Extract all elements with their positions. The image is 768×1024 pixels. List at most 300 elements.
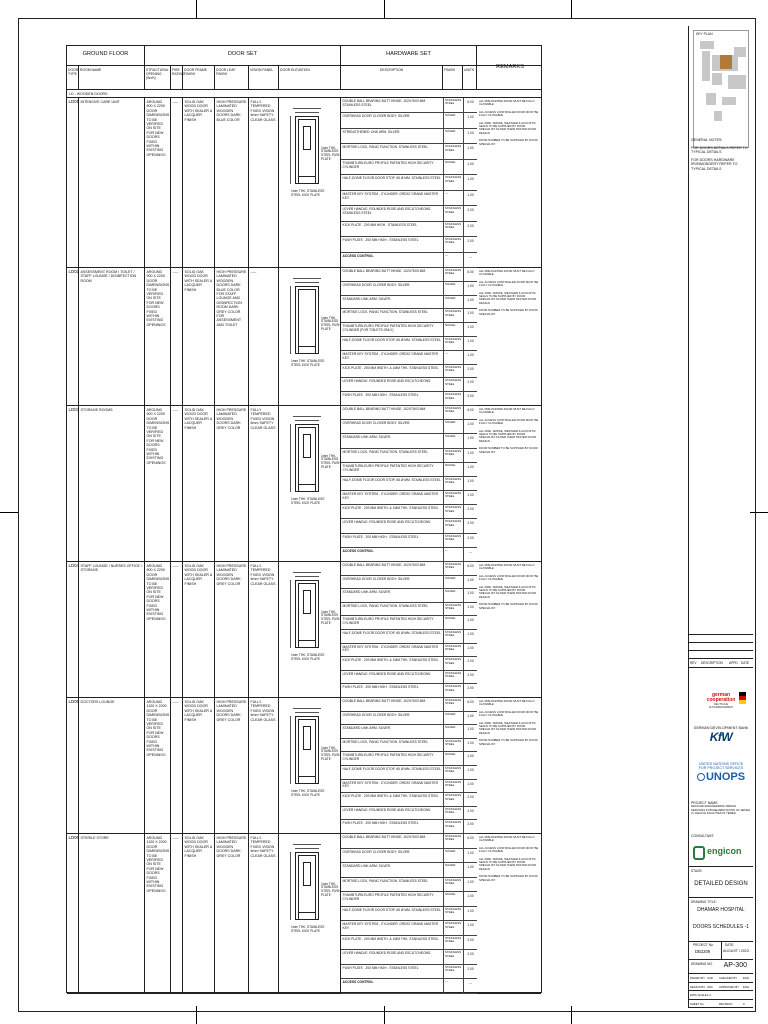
- leaf-finish: HIGH PRESSURE LAMINATED WOODEN DOORS DARK GREY COLOR: [215, 562, 249, 697]
- hardware-finish: SILVER: [443, 712, 463, 725]
- hardware-units: 1.00: [463, 420, 477, 433]
- hardware-item: [341, 921, 477, 936]
- hardware-item: [341, 351, 477, 365]
- hardware-description: DOUBLE BALL BEARING BUTT HINGE, 102X76X3 MM.: [342, 699, 427, 703]
- dimension-line: [293, 108, 321, 109]
- hardware-description: KICK PLATE . 200 MM WIDTH. & 1MM THK. STAINLESS STEEL: [342, 506, 439, 511]
- remark-text: ALL PRE-PAINTED DOOR MUST BE FULLY CLOSABLE: [479, 99, 535, 107]
- hardware-description: MORTISE LOCK, PANIC FUNCTION. STAINLESS STEEL: [342, 739, 429, 744]
- vision-panel: FULLY TEMPERED FIXED VISION 6mm SAFETY CLEAR GLASS: [249, 406, 279, 561]
- frame-finish: SOLID OAK WOOD DOOR WITH SEALER & LACQUER FINISH: [183, 698, 215, 833]
- hardware-item: [341, 793, 477, 807]
- dimension-line: [293, 416, 321, 417]
- dimension-line: [290, 424, 291, 492]
- kick-plate: [298, 912, 316, 913]
- push-plate-label: 1mm THK. STAINLESS STEEL PUSH PLATE: [321, 609, 341, 625]
- hardware-units: 1.00: [463, 576, 477, 589]
- dimension-line: [295, 848, 319, 849]
- dimension-line: [293, 278, 321, 279]
- hardware-description: ACCESS CONTROL: [342, 548, 374, 553]
- kick-plate-label: 1mm THK. STAINLESS STEEL KICK PLATE: [291, 653, 325, 661]
- hardware-units: 1.00: [463, 907, 477, 921]
- hardware-item: [341, 807, 477, 821]
- col-door-elevation: DOOR ELEVATION: [279, 66, 341, 90]
- hardware-description: OVERHEAD DOOR CLOSER BODY. SILVER.: [342, 421, 411, 426]
- dimension-line: [295, 712, 319, 713]
- hardware-finish: STAINLESS STEEL: [443, 519, 463, 532]
- hardware-finish: SILVER: [443, 113, 463, 127]
- hardware-units: 1.00: [463, 849, 477, 863]
- kfw-logo: GERMAN DEVELOPMENT BANK KfW: [693, 726, 749, 744]
- remark-text: ALL FIRE, SMOKE, WEATHER & ACOUSTIC SEALS TO BE SUPPLIED BY DOOR SPECIALIST AS PER THEIR TESTED DOOR DESIGN: [479, 584, 537, 599]
- hardware-finish: ---: [443, 548, 463, 561]
- fire-rating: -----: [171, 562, 183, 697]
- hardware-finish: NICKEL: [443, 752, 463, 765]
- col-opening: STRUCTURAL OPENING (WxH): [145, 66, 171, 90]
- hardware-finish: SILVER: [443, 282, 463, 295]
- crop-mark: [196, 0, 197, 18]
- hardware-units: 1.00: [463, 863, 477, 877]
- remark-text: ALL ACCESS CONTROLLED DOOR MUST BE FULLY CLOSABLE: [479, 573, 539, 582]
- signature-row: DRAWN BY CAD CHECKED BY ENG: [689, 974, 753, 983]
- dimension-line: [295, 112, 319, 113]
- door-leaf: [298, 289, 316, 354]
- kick-plate: [298, 640, 316, 641]
- hardware-finish: STAINLESS STEEL: [443, 698, 463, 711]
- room-name: STAFF LOUNGE / NURSES OFFICE / STORAGE: [79, 562, 145, 697]
- vision-panel-glass: [303, 590, 311, 614]
- hardware-description: HALF-DOME FLOOR DOOR STOP, 65 Ø MM. STAINLESS STEEL: [342, 907, 441, 912]
- title-block: [688, 26, 752, 1008]
- hardware-finish: STAINLESS STEEL: [443, 98, 463, 112]
- hardware-item: [341, 950, 477, 965]
- hardware-finish: STAINLESS STEEL: [443, 144, 463, 158]
- hardware-item: [341, 253, 477, 268]
- hardware-item: [341, 712, 477, 726]
- hardware-item: [341, 337, 477, 351]
- push-plate-label: 1mm THK. STAINLESS STEEL PUSH PLATE: [321, 145, 341, 161]
- leaf-finish: HIGH PRESSURE LAMINATED WOODEN DOORS DARK BLUE COLOR FOR STAFF LOUNGE AND DISINFECTION ROOM DARK GREY COLOR FOR ASSESSMENT AND TOILET: [215, 268, 249, 405]
- drawing-title-block: DRAWING TITLE: DHAMAR HOSPITAL DOORS SCHEDULES -1: [689, 898, 753, 942]
- hardware-units: ---: [463, 548, 477, 561]
- engicon-logo: engicon: [707, 846, 742, 856]
- hardware-units: 6.00: [463, 562, 477, 575]
- hardware-finish: STAINLESS STEEL: [443, 378, 463, 391]
- remark-text: ALL ACCESS CONTROLLED DOOR MUST BE FULLY CLOSABLE: [479, 709, 539, 718]
- hardware-item: [341, 834, 477, 849]
- hardware-units: 1.00: [463, 780, 477, 793]
- hardware-finish: SILVER: [443, 129, 463, 143]
- leaf-finish: HIGH PRESSURE LAMINATED WOODEN DOORS DARK GREY COLOR: [215, 834, 249, 993]
- hardware-units: 1.00: [463, 630, 477, 643]
- remark-text: DOOR NUMBER TO BE SUPPLIED BY DOOR SPECIALIST: [479, 138, 538, 146]
- hardware-units: 1.00: [463, 296, 477, 309]
- hardware-description: LEVER HANDLE. ROUNDED ROSE AND ESCUTCHEONS. STAINLESS STEEL: [342, 207, 432, 215]
- col-vision-panel: VISION PANEL: [249, 66, 279, 90]
- hardware-finish: STAINLESS STEEL: [443, 406, 463, 419]
- hardware-description: MORTISE LOCK, PANIC FUNCTION. STAINLESS STEEL: [342, 878, 429, 883]
- un-globe-icon: [697, 773, 705, 781]
- hardware-units: 1.00: [463, 603, 477, 616]
- hardware-finish: ---: [443, 253, 463, 267]
- hardware-description: HALF-DOME FLOOR DOOR STOP, 65 Ø MM. STAINLESS STEEL: [342, 767, 441, 771]
- hardware-finish: STAINLESS STEEL: [443, 950, 463, 964]
- hardware-finish: ---: [443, 191, 463, 205]
- remark-text: ALL PRE-PAINTED DOOR MUST BE FULLY CLOSABLE: [479, 407, 535, 415]
- col-door-type: DOOR TYPE: [67, 66, 79, 90]
- hardware-description: OVERHEAD DOOR CLOSER BODY. SILVER.: [342, 114, 411, 119]
- hardware-item: [341, 434, 477, 448]
- frame-finish: SOLID OAK WOOD DOOR WITH SEALER & LACQUER FINISH: [183, 268, 215, 405]
- hardware-units: 6.00: [463, 268, 477, 281]
- hardware-units: 1.00: [463, 337, 477, 350]
- schedule-row: [67, 562, 541, 698]
- engicon-logo-mark: [693, 846, 705, 860]
- hardware-description: DOUBLE BALL BEARING BUTT HINGE, 102X76X3 MM.: [342, 835, 427, 839]
- hardware-finish: STAINLESS STEEL: [443, 365, 463, 378]
- hardware-item: [341, 463, 477, 477]
- hardware-units: 2.00: [463, 392, 477, 405]
- hardware-item: [341, 892, 477, 907]
- remark-text: ALL ACCESS CONTROLLED DOOR MUST BE FULLY CLOSABLE: [479, 109, 539, 118]
- kick-plate: [298, 776, 316, 777]
- vision-panel-glass: [303, 862, 311, 886]
- hardware-item: [341, 863, 477, 878]
- hardware-units: 1.00: [463, 282, 477, 295]
- hardware-description: MASTER KEY SYSTEM , CYLINDER. GREAT GRAND MASTER KEY.: [342, 922, 438, 931]
- hardware-finish: STAINLESS STEEL: [443, 780, 463, 793]
- fire-rating: -----: [171, 834, 183, 993]
- col-leaf-finish: DOOR LEAF FINISH: [215, 66, 249, 90]
- hardware-units: 6.00: [463, 698, 477, 711]
- hardware-finish: STAINLESS STEEL: [443, 206, 463, 220]
- hardware-description: ACCESS CONTROL: [342, 980, 374, 985]
- hardware-description: THUMBTURN EURO PROFILE PATENTED HIGH SECURITY CYLINDER (FOR TOILETS ONLY): [342, 324, 434, 332]
- hardware-description: PUSH PLATE . 200 MM HIGH . STAINLESS STEEL: [342, 238, 419, 243]
- hardware-units: 1.00: [463, 323, 477, 336]
- hardware-finish: STAINLESS STEEL: [443, 337, 463, 350]
- hardware-description: STANDARD LINK ARM. SILVER.: [342, 590, 391, 595]
- dimension-line: [293, 708, 321, 709]
- hardware-item: [341, 98, 477, 113]
- dimension-line: [295, 420, 319, 421]
- hardware-item: [341, 160, 477, 175]
- hardware-description: HALF-DOME FLOOR DOOR STOP, 65 Ø MM. STAINLESS STEEL: [342, 338, 441, 342]
- hardware-item: [341, 671, 477, 685]
- hardware-item: [341, 222, 477, 237]
- hardware-finish: STAINLESS STEEL: [443, 671, 463, 684]
- col-units: UNITS: [463, 66, 477, 90]
- hardware-finish: SILVER: [443, 725, 463, 738]
- drawing-date: AUGUST / 2023: [723, 949, 749, 953]
- hardware-units: 2.00: [463, 671, 477, 684]
- hardware-item: [341, 589, 477, 603]
- kick-plate-label: 1mm THK. STAINLESS STEEL KICK PLATE: [291, 359, 325, 367]
- hardware-description: KICK PLATE . 200 MM HIGH . STAINLESS STEEL: [342, 222, 418, 227]
- hardware-units: 2.00: [463, 534, 477, 547]
- vision-panel-glass: [303, 126, 311, 150]
- hardware-list: [341, 698, 477, 833]
- hardware-item: [341, 548, 477, 562]
- hardware-units: 1.00: [463, 129, 477, 143]
- hardware-description: HALF-DOME FLOOR DOOR STOP, 65 Ø MM. STAINLESS STEEL: [342, 176, 441, 181]
- structural-opening: AROUND 1100 X 2200 DOOR DIMENSIONS TO BE VERIFIED ON SITE FOR NEW DOORS FIXED WITHIN EXISTING OPENINGS: [145, 834, 171, 993]
- hardware-item: [341, 191, 477, 206]
- push-plate-label: 1mm THK. STAINLESS STEEL PUSH PLATE: [321, 453, 341, 469]
- hardware-item: [341, 477, 477, 491]
- frame-finish: SOLID OAK WOOD DOOR WITH SEALER & LACQUER FINISH: [183, 834, 215, 993]
- remarks-cell: [477, 98, 543, 267]
- hardware-description: MASTER KEY SYSTEM , CYLINDER. GREAT GRAND MASTER KEY.: [342, 191, 438, 200]
- hardware-item: [341, 684, 477, 698]
- hardware-finish: STAINLESS STEEL: [443, 562, 463, 575]
- hardware-item: [341, 365, 477, 379]
- hardware-units: 1.00: [463, 113, 477, 127]
- hardware-description: PUSH PLATE . 200 MM HIGH . STAINLESS STEEL: [342, 685, 419, 690]
- kick-plate: [298, 346, 316, 347]
- general-note: FOR DOORS DETAILS REFER TO TYPICAL DETAILS: [691, 145, 748, 155]
- door-elevation-drawing: [279, 834, 341, 993]
- kick-plate-label: 1mm THK. STAINLESS STEEL KICK PLATE: [291, 497, 325, 505]
- dimension-line: [293, 844, 321, 845]
- hardware-units: 1.00: [463, 712, 477, 725]
- col-room-name: ROOM NAME: [79, 66, 145, 90]
- hardware-list: [341, 268, 477, 405]
- hardware-finish: STAINLESS STEEL: [443, 684, 463, 697]
- hardware-units: 1.00: [463, 449, 477, 462]
- hardware-description: KICK PLATE . 200 MM WIDTH. & 1MM THK. STAINLESS STEEL: [342, 794, 439, 799]
- vision-panel-glass: [303, 434, 311, 458]
- remarks-cell: [477, 268, 543, 405]
- vision-panel: FULLY TEMPERED FIXED VISION 6mm SAFETY CLEAR GLASS: [249, 698, 279, 833]
- hardware-finish: SILVER: [443, 849, 463, 863]
- dimension-line: [290, 116, 291, 184]
- frame-finish: SOLID OAK WOOD DOOR WITH SEALER & LACQUER FINISH: [183, 98, 215, 267]
- hardware-units: 1.00: [463, 589, 477, 602]
- hardware-description: PUSH PLATE . 200 MM HIGH . STAINLESS STEEL: [342, 821, 419, 826]
- drawing-number-block: DRAWING NO. AP-300: [689, 960, 753, 974]
- room-name: ASSESSMENT ROOM / TOILET / STAFF LOUNGE / DISINFECTION ROOM: [79, 268, 145, 405]
- key-plan-highlight: [720, 55, 732, 69]
- door-type: LD01: [67, 98, 79, 267]
- hardware-description: DOUBLE BALL BEARING BUTT HINGE, 102X76X3 MM. STAINLESS STEEL: [342, 99, 427, 107]
- hardware-description: MORTISE LOCK, PANIC FUNCTION. STAINLESS STEEL: [342, 145, 429, 150]
- hardware-item: [341, 406, 477, 420]
- remarks-cell: [477, 834, 543, 993]
- vision-panel: FULLY TEMPERED FIXED VISION 6mm SAFETY CLEAR GLASS: [249, 834, 279, 993]
- hardware-item: [341, 237, 477, 252]
- hardware-description: HALF-DOME FLOOR DOOR STOP, 65 Ø MM. STAINLESS STEEL: [342, 631, 441, 635]
- fire-rating: -----: [171, 406, 183, 561]
- hardware-description: MASTER KEY SYSTEM , CYLINDER. GREAT GRAND MASTER KEY.: [342, 351, 438, 360]
- hardware-list: [341, 834, 477, 993]
- hardware-units: 1.00: [463, 752, 477, 765]
- hardware-units: 2.00: [463, 365, 477, 378]
- hardware-finish: SILVER: [443, 420, 463, 433]
- key-plan-building: [722, 97, 736, 105]
- hardware-finish: STAINLESS STEEL: [443, 222, 463, 236]
- remarks-header: REMARKS: [496, 64, 524, 70]
- hardware-description: PUSH PLATE . 200 MM HIGH . STAINLESS STEEL: [342, 534, 419, 539]
- hardware-description: ACCESS CONTROL: [342, 253, 374, 258]
- hardware-finish: ---: [443, 351, 463, 364]
- door-schedule-table: [66, 45, 542, 993]
- hardware-description: STANDARD LINK ARM. SILVER.: [342, 435, 391, 440]
- remark-text: ALL ACCESS CONTROLLED DOOR MUST BE FULLY CLOSABLE: [479, 279, 539, 288]
- hardware-units: 6.00: [463, 834, 477, 848]
- hardware-item: [341, 392, 477, 406]
- vision-panel: -----: [249, 268, 279, 405]
- door-type: LD06: [67, 834, 79, 993]
- hardware-description: DOUBLE BALL BEARING BUTT HINGE, 102X76X3 MM.: [342, 269, 427, 273]
- hardware-item: [341, 378, 477, 392]
- leaf-finish: HIGH PRESSURE LAMINATED WOODEN DOORS DARK BLUE COLOR: [215, 98, 249, 267]
- room-name: DOCTORS LOUNGE: [79, 698, 145, 833]
- hardware-finish: STAINLESS STEEL: [443, 834, 463, 848]
- push-plate-label: 1mm THK. STAINLESS STEEL PUSH PLATE: [321, 881, 341, 897]
- frame-finish: SOLID OAK WOOD DOOR WITH SEALER & LACQUER FINISH: [183, 562, 215, 697]
- key-plan-building: [728, 75, 746, 89]
- structural-opening: AROUND 900 X 2200 DOOR DIMENSIONS TO BE VERIFIED ON SITE FOR NEW DOORS FIXED WITHIN EXISTING OPENINGS: [145, 562, 171, 697]
- hardware-item: [341, 752, 477, 766]
- structural-opening: AROUND 900 X 2200 DOOR DIMENSIONS TO BE VERIFIED ON SITE FOR NEW DOORS FIXED WITHIN EXISTING OPENINGS: [145, 268, 171, 405]
- key-plan-building: [706, 93, 716, 105]
- door-set-header: DOOR SET: [145, 46, 341, 66]
- hardware-item: [341, 739, 477, 753]
- remark-text: DOOR NUMBER TO BE SUPPLIED BY DOOR SPECIALIST: [479, 874, 538, 882]
- hardware-list: [341, 98, 477, 267]
- hardware-finish: STAINLESS STEEL: [443, 657, 463, 670]
- german-cooperation-logo: german cooperation DEUTSCHE ZUSAMMENARBEIT: [706, 692, 736, 709]
- hardware-units: 2.00: [463, 237, 477, 251]
- fire-rating: -----: [171, 98, 183, 267]
- hardware-units: 1.00: [463, 644, 477, 657]
- structural-opening: AROUND 900 X 2200 DOOR DIMENSIONS TO BE VERIFIED ON SITE FOR NEW DOORS FIXED WITHIN EXISTING OPENINGS: [145, 406, 171, 561]
- signature-row: DWG SCALE 1:X: [689, 991, 753, 1000]
- hardware-finish: SILVER: [443, 589, 463, 602]
- hardware-description: HALF-DOME FLOOR DOOR STOP, 65 Ø MM. STAINLESS STEEL: [342, 477, 441, 482]
- hardware-description: LEVER HANDLE. ROUNDED ROSE AND ESCUTCHEONS.: [342, 807, 432, 812]
- hardware-units: 2.00: [463, 519, 477, 532]
- key-plan-building: [714, 111, 722, 121]
- stage-value: DETAILED DESIGN: [694, 881, 748, 887]
- remark-text: DOOR NUMBER TO BE SUPPLIED BY DOOR SPECIALIST: [479, 446, 538, 454]
- hardware-units: 2.00: [463, 684, 477, 697]
- hardware-finish: SILVER: [443, 296, 463, 309]
- hardware-units: 2.00: [463, 965, 477, 979]
- hardware-item: [341, 878, 477, 893]
- hardware-item: [341, 936, 477, 951]
- crop-mark: [0, 512, 18, 513]
- hardware-item: [341, 491, 477, 505]
- hardware-units: 2.00: [463, 820, 477, 833]
- hardware-description: OVERHEAD DOOR CLOSER BODY. SILVER.: [342, 712, 411, 717]
- remark-text: DOOR NUMBER TO BE SUPPLIED BY DOOR SPECIALIST: [479, 308, 538, 316]
- general-notes-title: GENERAL NOTES:: [691, 138, 723, 142]
- hardware-finish: SILVER: [443, 434, 463, 447]
- hardware-units: ---: [463, 979, 477, 993]
- door-elevation-drawing: [279, 268, 341, 405]
- vision-panel-glass: [303, 726, 311, 750]
- signature-block: [689, 974, 753, 1008]
- hardware-description: MORTISE LOCK, PANIC FUNCTION. STAINLESS STEEL: [342, 449, 429, 454]
- signature-row: DESIGN BY ARC APPROVED BY ENG: [689, 983, 753, 992]
- key-plan-building: [712, 73, 722, 85]
- hardware-units: 1.00: [463, 160, 477, 174]
- hardware-item: [341, 206, 477, 221]
- col-finish: FINISH: [443, 66, 463, 90]
- hardware-units: 1.00: [463, 175, 477, 189]
- push-plate-label: 1mm THK. STAINLESS STEEL PUSH PLATE: [321, 315, 341, 331]
- remarks-cell: [477, 698, 543, 833]
- hardware-finish: NICKEL: [443, 616, 463, 629]
- hardware-description: THUMBTURN EURO PROFILE PATENTED HIGH SECURITY CYLINDER: [342, 617, 434, 626]
- remark-text: ALL FIRE, SMOKE, WEATHER & ACOUSTIC SEALS TO BE SUPPLIED BY DOOR SPECIALIST AS PER THEIR TESTED DOOR DESIGN: [479, 720, 537, 735]
- hardware-item: [341, 534, 477, 548]
- remarks-cell: [477, 406, 543, 561]
- hardware-description: THUMBTURN EURO PROFILE PATENTED HIGH SECURITY CYLINDER: [342, 160, 434, 169]
- hardware-item: [341, 449, 477, 463]
- hardware-finish: STAINLESS STEEL: [443, 921, 463, 935]
- hardware-units: 2.00: [463, 793, 477, 806]
- kick-plate: [298, 176, 316, 177]
- hardware-units: 6.00: [463, 98, 477, 112]
- remark-text: ALL FIRE, SMOKE, WEATHER & ACOUSTIC SEALS TO BE SUPPLIED BY DOOR SPECIALIST AS PER THEIR TESTED DOOR DESIGN: [479, 120, 537, 135]
- stage-block: STAGE: DETAILED DESIGN: [689, 866, 753, 898]
- hardware-units: 1.00: [463, 477, 477, 490]
- hardware-finish: STAINLESS STEEL: [443, 237, 463, 251]
- hardware-units: 1.00: [463, 921, 477, 935]
- hardware-item: [341, 323, 477, 337]
- remark-text: ALL PRE-PAINTED DOOR MUST BE FULLY CLOSABLE: [479, 269, 535, 277]
- key-plan-title: KEY PLAN: [696, 32, 713, 36]
- hardware-finish: STAINLESS STEEL: [443, 392, 463, 405]
- dimension-line: [293, 572, 321, 573]
- vision-panel: FULLY TEMPERED FIXED VISION 6mm SAFETY CLEAR GLASS: [249, 562, 279, 697]
- hardware-description: STRENGTHENED LINK ARM. SILVER.: [342, 129, 401, 134]
- kick-plate: [298, 484, 316, 485]
- door-type: LD05: [67, 698, 79, 833]
- hardware-units: 6.00: [463, 406, 477, 419]
- hardware-units: 1.00: [463, 434, 477, 447]
- hardware-item: [341, 780, 477, 794]
- push-plate-label: 1mm THK. STAINLESS STEEL PUSH PLATE: [321, 745, 341, 761]
- hardware-item: [341, 562, 477, 576]
- crop-mark: [384, 0, 385, 18]
- hardware-list: [341, 406, 477, 561]
- kick-plate-label: 1mm THK. STAINLESS STEEL KICK PLATE: [291, 925, 325, 933]
- structural-opening: AROUND 1100 X 2200 DOOR DIMENSIONS TO BE VERIFIED ON SITE FOR NEW DOORS FIXED WITHIN EXISTING OPENINGS: [145, 698, 171, 833]
- hardware-finish: STAINLESS STEEL: [443, 477, 463, 490]
- hardware-description: MORTISE LOCK, PANIC FUNCTION. STAINLESS STEEL: [342, 310, 429, 315]
- schedule-row: [67, 698, 541, 834]
- table-header-columns: [67, 66, 541, 90]
- room-name: STORAGE ROOMS: [79, 406, 145, 561]
- hardware-finish: STAINLESS STEEL: [443, 766, 463, 779]
- hardware-item: [341, 725, 477, 739]
- structural-opening: AROUND 900 X 2200 DOOR DIMENSIONS TO BE VERIFIED ON SITE FOR NEW DOORS FIXED WITHIN EXISTING OPENINGS: [145, 98, 171, 267]
- hardware-units: 2.00: [463, 807, 477, 820]
- dimension-line: [295, 576, 319, 577]
- hardware-finish: STAINLESS STEEL: [443, 268, 463, 281]
- leaf-finish: HIGH PRESSURE LAMINATED WOODEN DOORS DARK GREY COLOR: [215, 406, 249, 561]
- flag-stripe: [739, 700, 746, 704]
- hardware-item: [341, 603, 477, 617]
- project-date-block: PROJECT No. DB2209 DATE: AUGUST / 2023: [689, 942, 753, 960]
- hardware-description: THUMBTURN EURO PROFILE PATENTED HIGH SECURITY CYLINDER: [342, 893, 434, 901]
- hardware-description: LEVER HANDLE. ROUNDED ROSE AND ESCUTCHEONS.: [342, 379, 432, 384]
- project-name: PROJECT NAME: DETAILED ENGINEERING DESIGN SERVICES FOR REHABILITATION OF SEVEN (7) HEALTH FACILITIES IN YEMEN: [691, 801, 751, 816]
